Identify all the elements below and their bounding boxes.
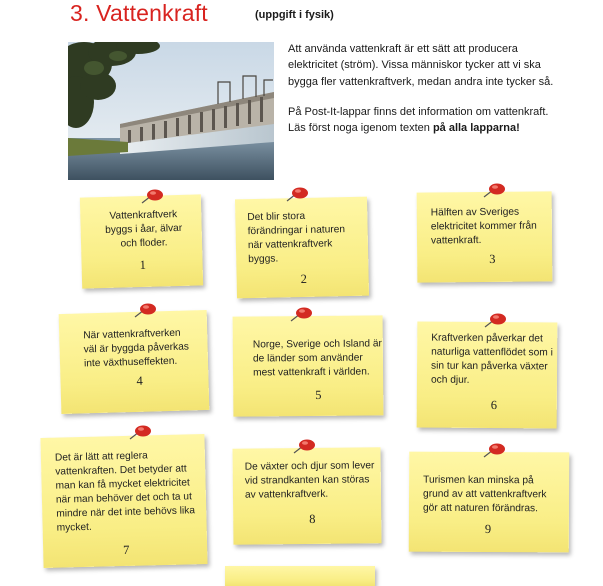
hydropower-dam-image	[68, 42, 274, 180]
push-pin-icon	[131, 302, 161, 320]
note-text: Turismen kan minska på grund av att vattenkraftverk gör att naturen förändras.	[422, 474, 547, 515]
note-number: 4	[136, 373, 143, 388]
post-it-note-2	[235, 197, 369, 299]
note-number: 9	[484, 521, 492, 537]
note-text: Hälften av Sveriges elektricitet kommer från vattenkraft.	[430, 206, 537, 247]
post-it-note-1	[80, 194, 203, 288]
note-number: 2	[300, 271, 308, 287]
note-text: Vattenkraftverk byggs i åar, älvar och floder.	[105, 209, 183, 250]
push-pin-icon	[480, 182, 510, 200]
note-text: Det blir stora förändringar i naturen när vattenkraftverk byggs.	[247, 210, 346, 266]
push-pin-icon	[138, 188, 168, 206]
post-it-note-partial	[225, 566, 375, 586]
push-pin-icon	[126, 424, 156, 442]
note-number: 3	[489, 251, 496, 266]
page-title: 3. Vattenkraft	[70, 0, 208, 26]
note-number: 7	[123, 542, 130, 558]
post-it-note-8	[233, 447, 382, 545]
note-number: 1	[139, 257, 147, 273]
note-number: 5	[315, 387, 322, 402]
note-text: Kraftverken påverkar det naturliga vattenflödet som i sin tur kan påverka växter och djur.	[430, 332, 553, 386]
note-text: Det är lätt att reglera vattenkraften. Det betyder att man kan få mycket elektricitet när man behöver det och ta ut mindre när det inte behövs lika mycket.	[54, 450, 196, 534]
intro-paragraph-2	[288, 104, 558, 137]
note-text: När vattenkraftverken väl är byggda påverkas inte växthuseffekten.	[83, 327, 190, 370]
post-it-note-6	[417, 322, 558, 429]
post-it-note-9	[409, 452, 570, 553]
intro-paragraph-2-text: På Post-It-lappar finns det information om vattenkraft. Läs först noga igenom texten	[288, 105, 549, 135]
note-text: De växter och djur som lever vid strandkanten kan störas av vattenkraftverk.	[244, 460, 375, 501]
push-pin-icon	[480, 442, 510, 460]
post-it-note-5	[233, 315, 384, 416]
note-number: 8	[309, 511, 316, 526]
post-it-note-4	[59, 310, 210, 414]
intro-paragraph-2-bold: på alla lapparna!	[432, 122, 520, 135]
push-pin-icon	[290, 438, 320, 456]
post-it-note-3	[417, 191, 553, 282]
page-subtitle: (uppgift i fysik)	[255, 9, 334, 21]
note-text: Norge, Sverige och Island är de länder som använder mest vattenkraft i världen.	[252, 338, 382, 379]
intro-paragraph-1: Att använda vattenkraft är ett sätt att producera elektricitet (ström). Vissa människor tycker att vi ska bygga fler vattenkraftverk, medan andra inte tycker så.	[288, 43, 554, 88]
push-pin-icon	[283, 186, 313, 204]
intro-text	[288, 41, 558, 150]
post-it-note-7	[40, 434, 207, 568]
dam-photo	[68, 42, 274, 180]
push-pin-icon	[287, 306, 317, 324]
note-number: 6	[490, 398, 498, 413]
push-pin-icon	[481, 312, 511, 330]
